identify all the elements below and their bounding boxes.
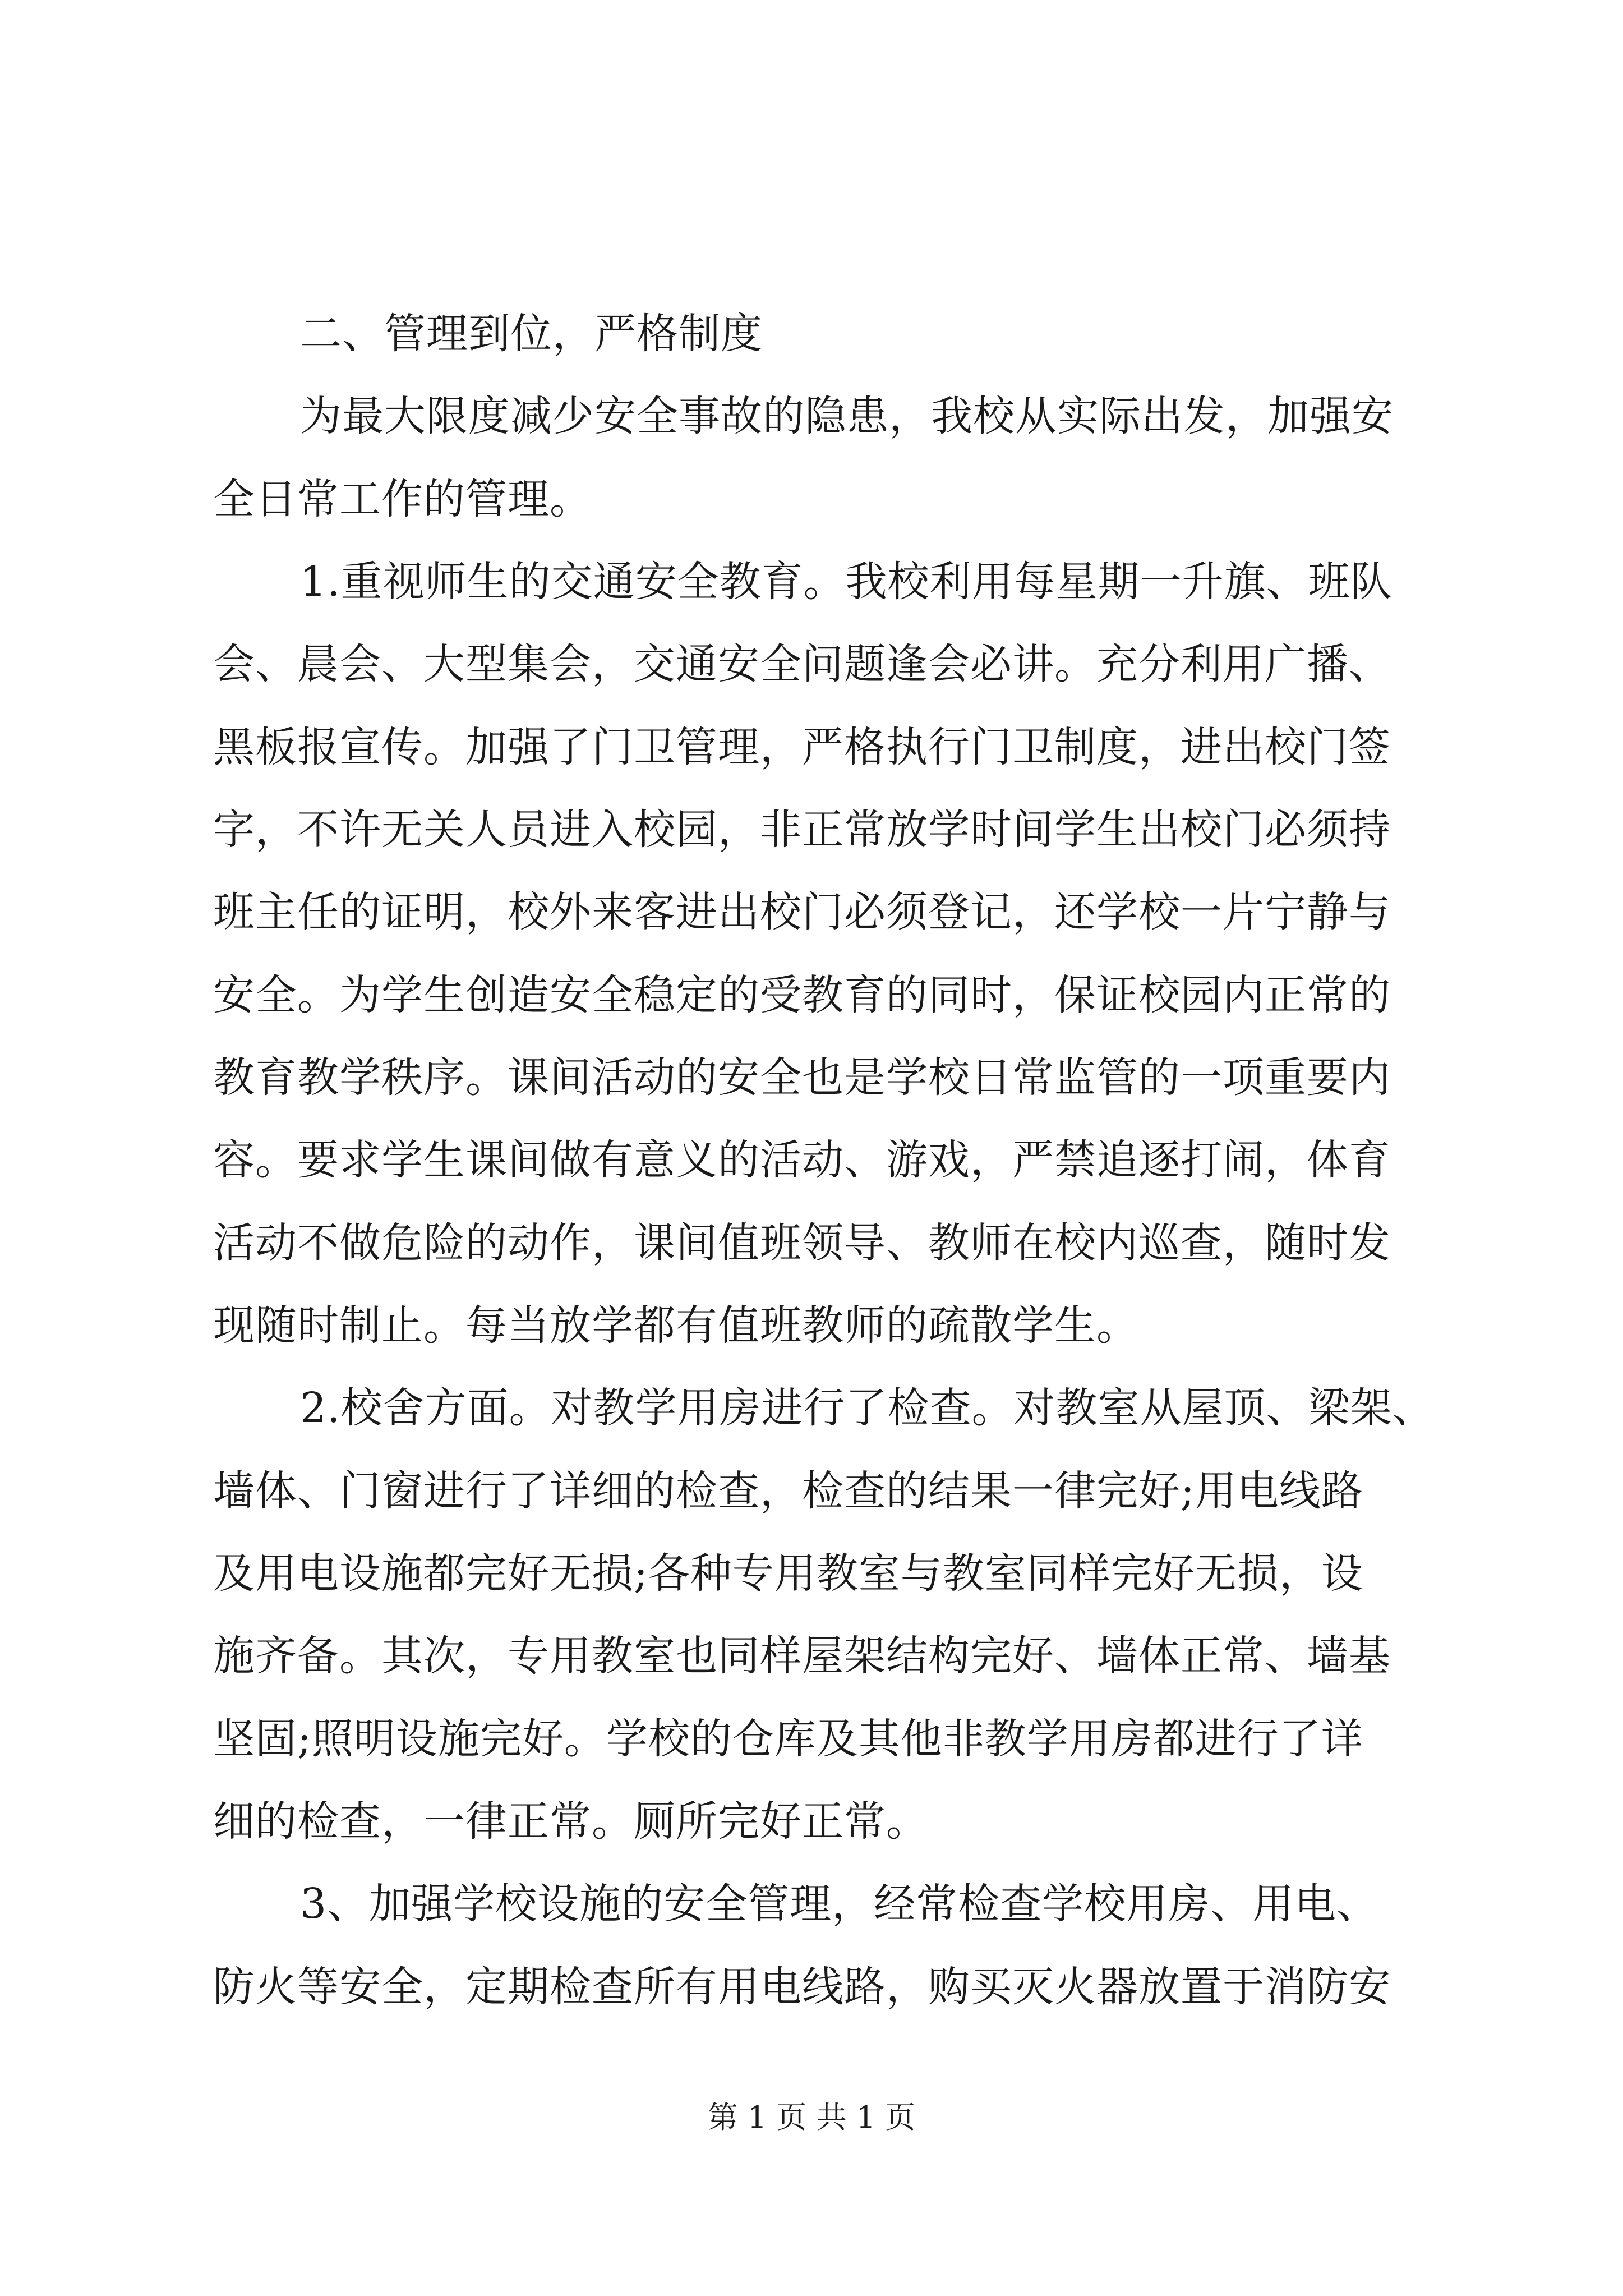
paragraph-line: 会、晨会、大型集会，交通安全问题逢会必讲。充分利用广播、	[213, 640, 1391, 688]
paragraph-line: 全日常工作的管理。	[213, 475, 592, 523]
paragraph-line: 2.校舍方面。对教学用房进行了检查。对教室从屋顶、梁架、	[300, 1384, 1435, 1432]
page-number-footer: 第 1 页 共 1 页	[707, 2100, 916, 2135]
paragraph-line: 安全。为学生创造安全稳定的受教育的同时，保证校园内正常的	[213, 971, 1391, 1019]
paragraph-line: 字，不许无关人员进入校园，非正常放学时间学生出校门必须持	[213, 806, 1391, 854]
paragraph-line: 墙体、门窗进行了详细的检查，检查的结果一律完好;用电线路	[213, 1467, 1363, 1515]
paragraph-line: 黑板报宣传。加强了门卫管理，严格执行门卫制度，进出校门签	[213, 723, 1391, 771]
paragraph-line: 细的检查，一律正常。厕所完好正常。	[213, 1797, 928, 1846]
paragraph-line: 为最大限度减少安全事故的隐患，我校从实际出发，加强安	[300, 392, 1394, 440]
paragraph-line: 活动不做危险的动作，课间值班领导、教师在校内巡查，随时发	[213, 1219, 1391, 1267]
paragraph-line: 班主任的证明，校外来客进出校门必须登记，还学校一片宁静与	[213, 888, 1391, 936]
paragraph-line: 施齐备。其次，专用教室也同样屋架结构完好、墙体正常、墙基	[213, 1632, 1391, 1680]
paragraph-line: 防火等安全，定期检查所有用电线路，购买灭火器放置于消防安	[213, 1963, 1391, 2011]
paragraph-line: 容。要求学生课间做有意义的活动、游戏，严禁追逐打闹，体育	[213, 1136, 1391, 1184]
paragraph-line: 3、加强学校设施的安全管理，经常检查学校用房、用电、	[300, 1880, 1379, 1928]
paragraph-line: 现随时制止。每当放学都有值班教师的疏散学生。	[213, 1301, 1138, 1350]
section-heading: 二、管理到位，严格制度	[300, 310, 763, 358]
paragraph-line: 及用电设施都完好无损;各种专用教室与教室同样完好无损，设	[213, 1549, 1363, 1598]
paragraph-line: 教育教学秩序。课间活动的安全也是学校日常监管的一项重要内	[213, 1053, 1391, 1102]
paragraph-line: 坚固;照明设施完好。学校的仓库及其他非教学用房都进行了详	[213, 1715, 1363, 1763]
paragraph-line: 1.重视师生的交通安全教育。我校利用每星期一升旗、班队	[300, 558, 1393, 606]
